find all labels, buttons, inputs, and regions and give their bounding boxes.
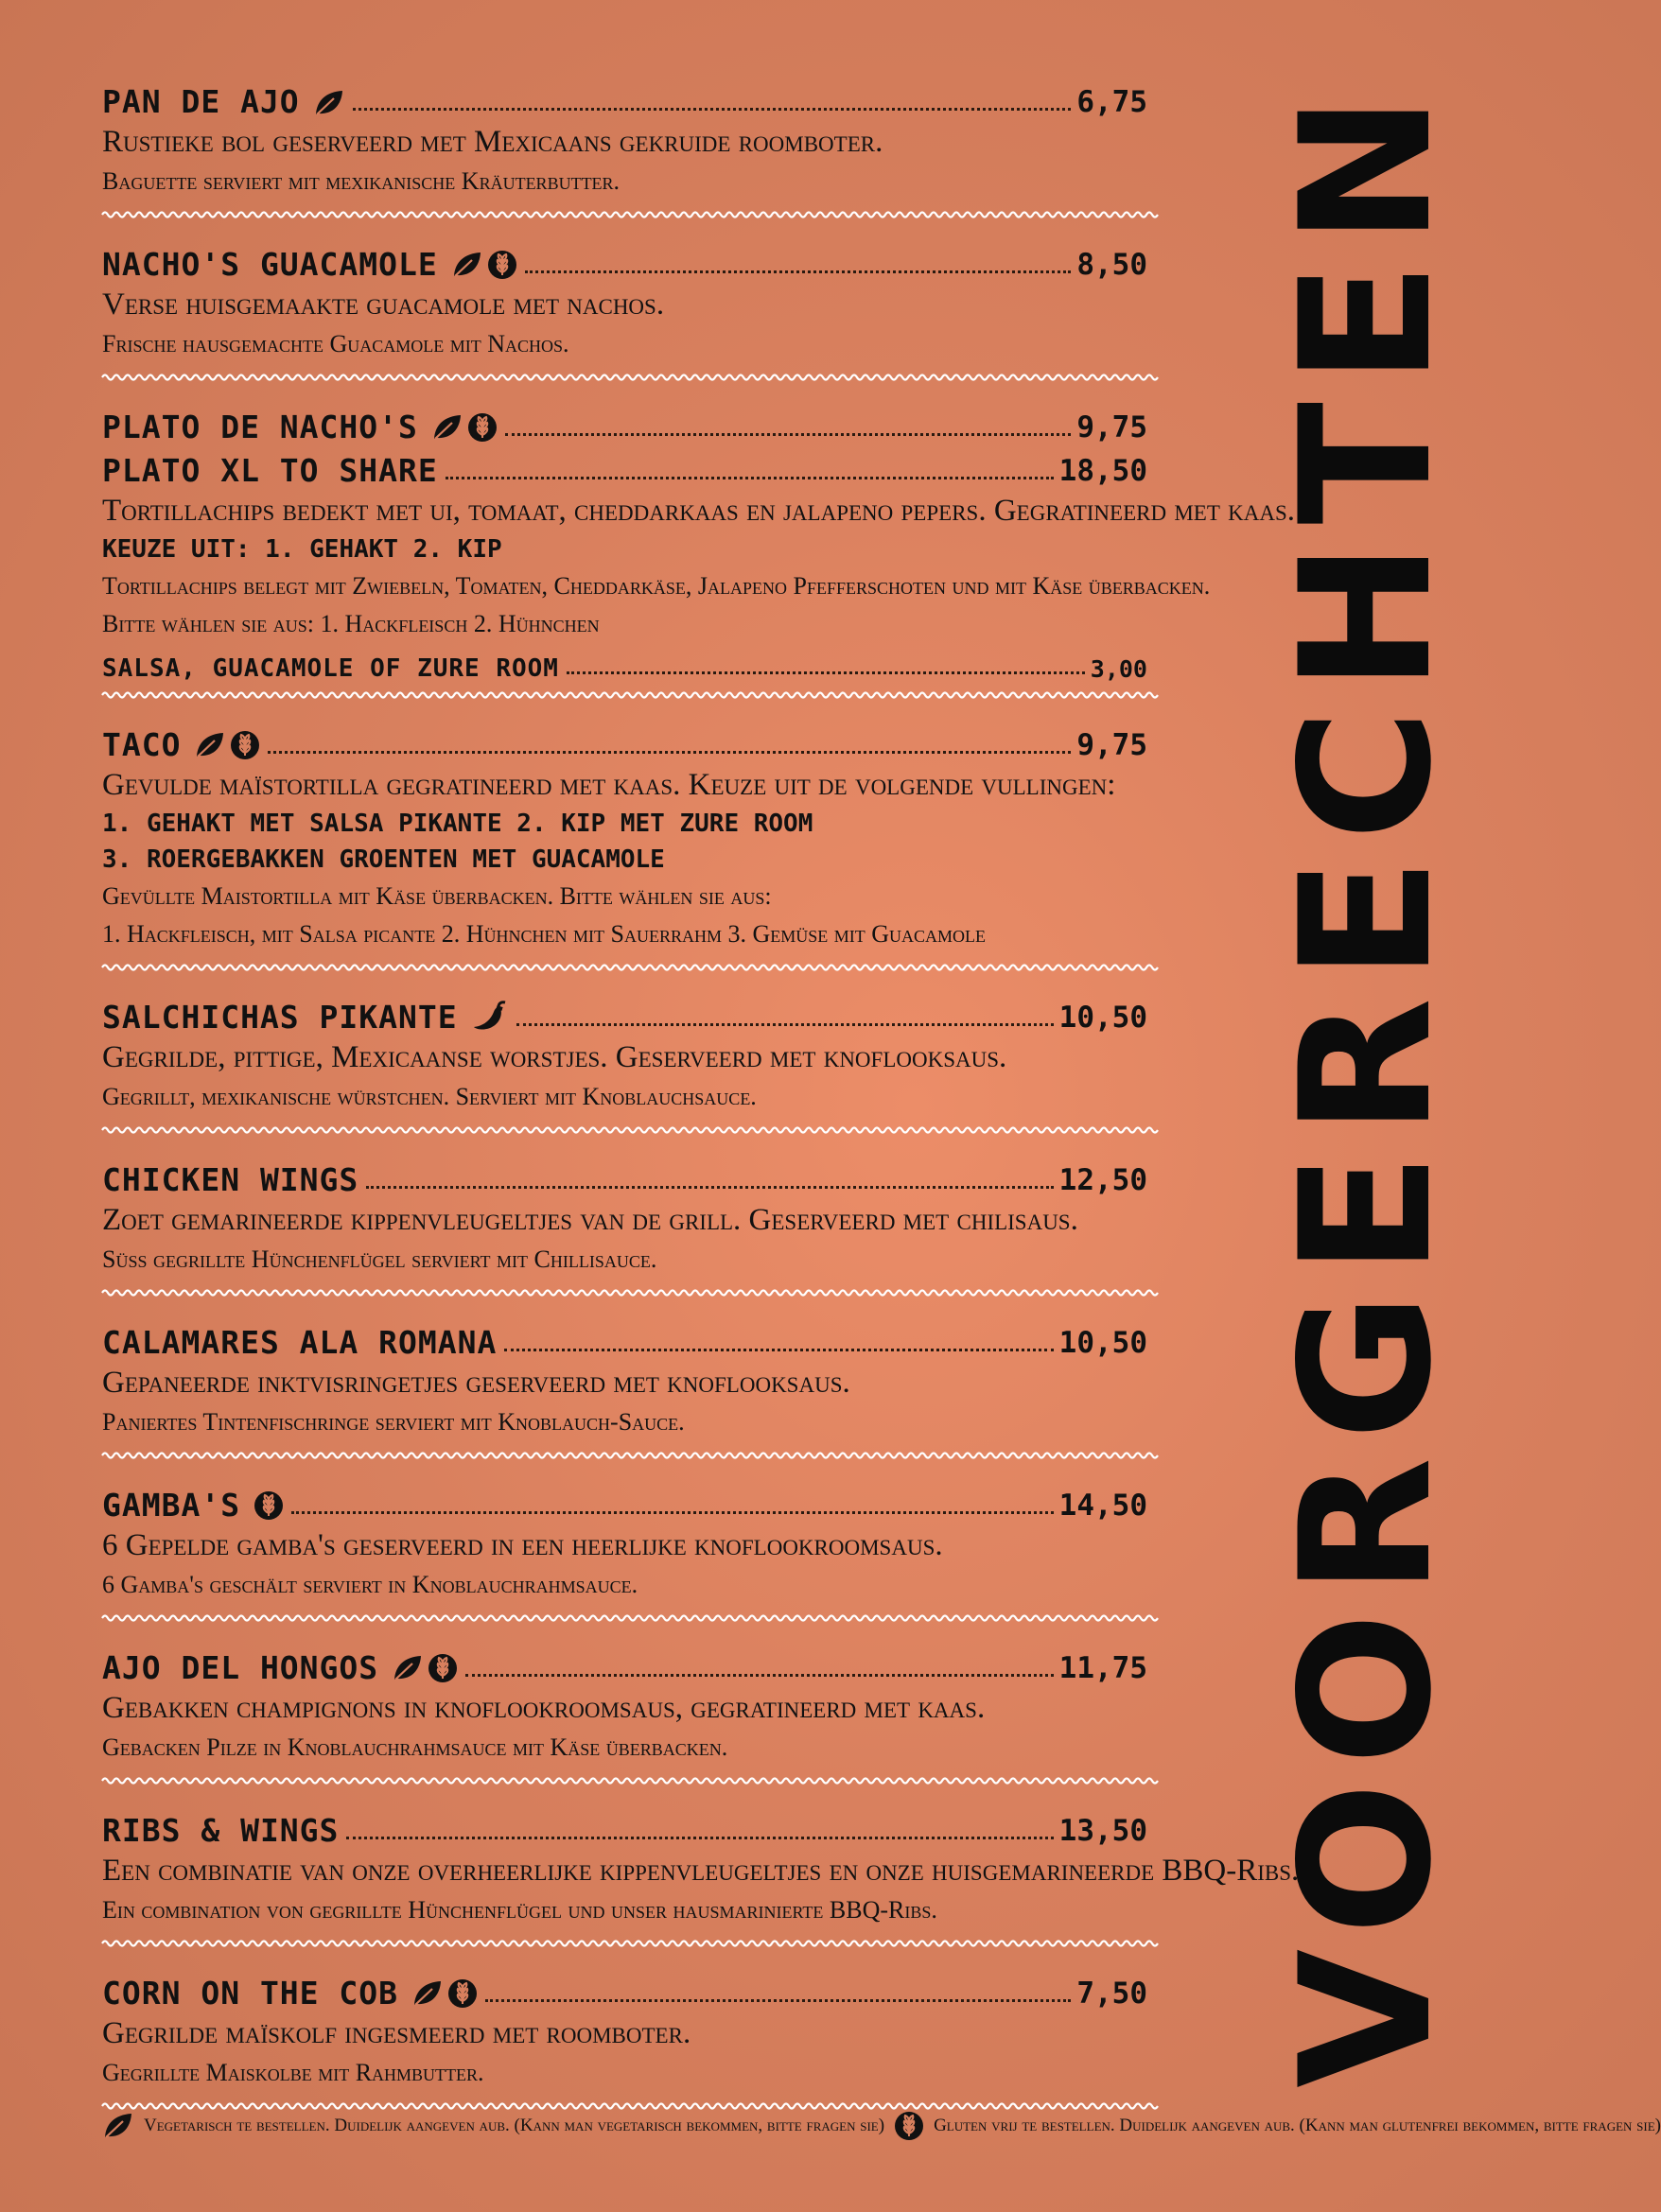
item-price: 14,50 [1058,1489,1147,1523]
dot-leader [465,1674,1054,1677]
dot-leader [485,1999,1071,2002]
item-price: 11,75 [1058,1651,1147,1685]
item-header [102,74,1147,120]
extra-name: SALSA, GUACAMOLE OF ZURE ROOM [102,654,559,683]
item-header [102,236,1147,283]
dot-leader [366,1186,1053,1189]
description-de: Gegrillte Maiskolbe mit Rahmbutter. [102,2059,484,2086]
menu-item [102,1965,1147,2128]
dot-leader [268,751,1071,754]
item-name: CHICKEN WINGS [102,1161,359,1198]
wheat-icon [230,730,260,760]
description-de: Gevüllte Maistortilla mit Käse überbacken. Bitte wählen sie aus: [102,882,772,910]
diet-icons [254,1490,284,1521]
item-price: 7,50 [1076,1977,1147,2011]
item-header [102,1152,1147,1198]
item-header [102,399,1147,443]
wave-divider [102,371,1147,384]
item-name: TACO [102,726,182,763]
menu-item [102,399,1296,717]
description-nl: Een combinatie van onze overheerlijke kippenvleugeltjes en onze huisgemarineerde BBQ-Ribs. [102,1854,1300,1888]
item-header [102,1640,1147,1686]
leaf-icon [451,251,483,279]
item-price: 13,50 [1058,1814,1147,1848]
menu-item [102,1640,1147,1803]
item-header [102,717,1147,763]
wave-divider [102,208,1147,221]
item-name: SALCHICHAS PIKANTE [102,999,458,1036]
wave-divider [102,1937,1147,1950]
description-nl: Verse huisgemaakte guacamole met nachos. [102,287,665,322]
dot-leader [516,1023,1054,1026]
item-name-xl: PLATO XL TO SHARE [102,452,438,489]
extra-row [102,643,1147,681]
dot-leader [505,433,1071,436]
description-nl: Gebakken champignons in knoflookroomsaus, gegratineerd met kaas. [102,1691,986,1725]
legend-footer [102,2111,1661,2141]
dot-leader [504,1349,1053,1351]
description-nl: Tortillachips bedekt met ui, tomaat, cheddarkaas en jalapeno pepers. Gegratineerd met kaas. [102,494,1296,528]
choice-options: KEUZE UIT: 1. GEHAKT 2. KIP [102,535,502,564]
wave-divider [102,1774,1147,1787]
description-nl: Rustieke bol geserveerd met Mexicaans gekruide roomboter. [102,125,883,159]
wheat-icon [894,2111,924,2141]
dot-leader [346,1837,1053,1839]
leaf-icon [194,731,226,759]
wave-divider [102,688,1147,702]
item-name: RIBS & WINGS [102,1812,340,1849]
description-nl: 6 Gepelde gamba's geserveerd in een heerlijke knoflookroomsaus. [102,1528,943,1562]
item-header [102,1965,1147,2012]
description-de: Bitte wählen sie aus: 1. Hackfleisch 2. Hühnchen [102,610,600,637]
leaf-icon [313,89,345,117]
diet-icons [451,250,517,280]
description-de: Süß gegrillte Hünchenflügel serviert mit Chillisauce. [102,1245,657,1273]
menu-item [102,1315,1147,1477]
item-header [102,989,1147,1036]
description-de: 6 Gamba's geschält serviert in Knoblauchrahmsauce. [102,1571,638,1598]
item-header [102,1477,1147,1524]
description-de: Ein combination von gegrillte Hünchenflügel und unser hausmarinierte BBQ-Ribs. [102,1896,937,1924]
diet-icons [392,1653,458,1683]
wave-divider [102,961,1147,974]
diet-icons [194,730,260,760]
description-nl: Zoet gemarineerde kippenvleugeltjes van de grill. Geserveerd met chilisaus. [102,1203,1078,1237]
chili-icon [471,1001,509,1033]
glutenfree-note: Gluten vrij te bestellen. Duidelijk aangeven aub. (Kann man glutenfrei bekommen, bitte fragen sie) [934,2116,1661,2135]
choice-options: 1. GEHAKT MET SALSA PIKANTE 2. KIP MET ZURE ROOM [102,810,813,838]
item-header [102,1315,1147,1361]
dot-leader [525,270,1072,273]
item-price-xl: 18,50 [1058,454,1147,488]
item-price: 9,75 [1076,410,1147,444]
description-de: Paniertes Tintenfischringe serviert mit Knoblauch-Sauce. [102,1408,685,1436]
item-price: 6,75 [1076,85,1147,119]
diet-icons [411,1978,478,2009]
item-price: 9,75 [1076,728,1147,762]
item-price: 10,50 [1058,1326,1147,1360]
menu-item [102,717,1147,989]
leaf-icon [431,413,463,442]
wave-divider [102,1123,1147,1137]
item-price: 10,50 [1058,1001,1147,1035]
wheat-icon [428,1653,458,1683]
diet-icons [471,1001,509,1033]
diet-icons [313,89,345,117]
menu-item [102,1803,1300,1965]
wave-divider [102,1449,1147,1462]
description-de: Frische hausgemachte Guacamole mit Nachos. [102,330,569,357]
leaf-icon [392,1654,424,1682]
description-de: Tortillachips belegt mit Zwiebeln, Tomaten, Cheddarkäse, Jalapeno Pfefferschoten und mit Käse überbacken. [102,572,1211,600]
menu-item [102,236,1147,399]
item-name: GAMBA'S [102,1487,241,1524]
dot-leader [353,108,1072,111]
wheat-icon [254,1490,284,1521]
leaf-icon [411,1979,444,2008]
menu-list [102,74,1300,2128]
wheat-icon [467,412,498,443]
description-de: Gebacken Pilze in Knoblauchrahmsauce mit Käse überbacken. [102,1733,728,1761]
item-header [102,1803,1147,1849]
item-name: PLATO DE NACHO'S [102,409,418,445]
description-de: Baguette serviert mit mexikanische Kräuterbutter. [102,167,621,195]
item-name: CALAMARES ALA ROMANA [102,1324,498,1361]
section-title: VOORGERECHTEN [1262,78,1471,2088]
dot-leader [446,477,1054,479]
wave-divider [102,1286,1147,1299]
wheat-icon [447,1978,478,2009]
item-header-xl [102,443,1147,489]
menu-item [102,1152,1147,1315]
menu-item [102,989,1147,1152]
wheat-icon [487,250,517,280]
description-nl: Gepaneerde inktvisringetjes geserveerd met knoflooksaus. [102,1366,850,1400]
dot-leader [567,671,1085,674]
item-name: PAN DE AJO [102,83,300,120]
description-de: Gegrillt, mexikanische würstchen. Serviert mit Knoblauchsauce. [102,1083,757,1110]
item-price: 8,50 [1076,248,1147,282]
leaf-icon [102,2112,134,2140]
diet-icons [431,412,498,443]
description-de: 1. Hackfleisch, mit Salsa picante 2. Hühnchen mit Sauerrahm 3. Gemüse mit Guacamole [102,920,987,948]
menu-item [102,74,1147,236]
description-nl: Gegrilde maïskolf ingesmeerd met roomboter. [102,2016,691,2050]
vegetarian-note: Vegetarisch te bestellen. Duidelijk aangeven aub. (Kann man vegetarisch bekommen, bitte fragen sie) [144,2116,885,2135]
item-name: CORN ON THE COB [102,1975,399,2012]
wave-divider [102,1611,1147,1625]
extra-price: 3,00 [1090,655,1147,683]
choice-options: 3. ROERGEBAKKEN GROENTEN MET GUACAMOLE [102,845,665,874]
dot-leader [291,1511,1054,1514]
item-name: AJO DEL HONGOS [102,1649,379,1686]
menu-item [102,1477,1147,1640]
item-name: NACHO'S GUACAMOLE [102,246,438,283]
item-price: 12,50 [1058,1163,1147,1197]
description-nl: Gevulde maïstortilla gegratineerd met kaas. Keuze uit de volgende vullingen: [102,768,1116,802]
description-nl: Gegrilde, pittige, Mexicaanse worstjes. Geserveerd met knoflooksaus. [102,1040,1007,1074]
